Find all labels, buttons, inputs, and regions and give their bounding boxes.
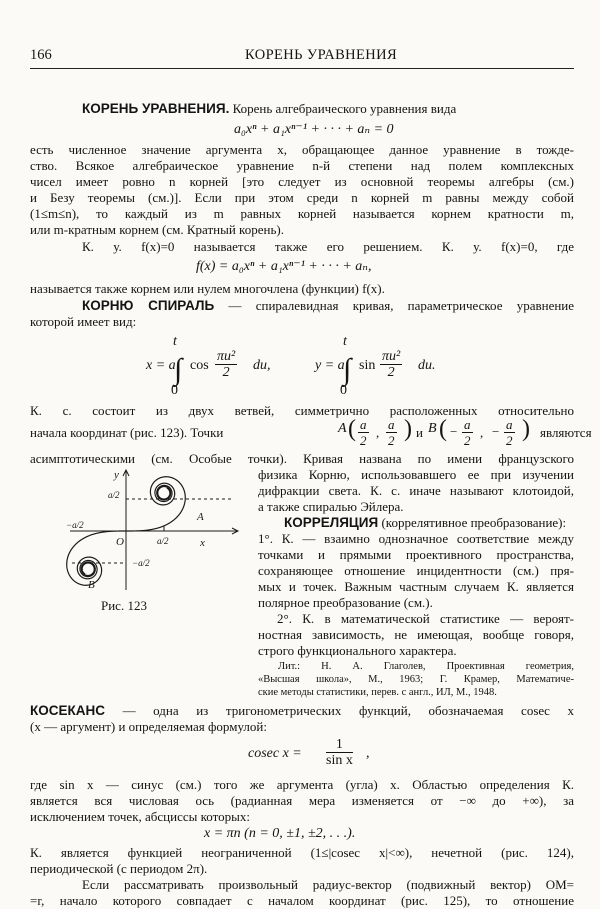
koren-entry-heading [82,101,574,117]
kosek-entry-heading [30,703,574,719]
y-upper-limit: t [343,334,347,349]
kosek-headword: КОСЕКАНС [30,703,105,718]
point-a-label: A [338,421,347,436]
x-func: cos [190,358,209,373]
kosek-formula-2: x = πn (n = 0, ±1, ±2, . . .). [204,826,356,841]
a-frac-2 [386,417,397,448]
b-frac-1-den: 2 [464,433,471,448]
b-frac-1 [462,417,473,448]
spiral-upper-branch [126,477,185,531]
korr-line-7: ностная зависимость, не имеющая, вообще говоря, [258,627,574,642]
koren-line-3: чисел имеет ровно n корней [это следует из основной теоремы алгебры (см.) [30,174,574,189]
spiral-intro-2: которой имеет вид: [30,314,137,329]
a-frac-2-den: 2 [388,433,395,448]
spiral-entry-heading [82,298,574,314]
x-fraction [213,349,239,380]
korr-lit-2: «Высшая школа», М., 1963; Г. Крамер, Математиче- [258,674,574,685]
points-line-start: начала координат (рис. 123). Точки [30,425,224,440]
y-lower-limit: 0 [340,383,347,398]
koren-line-6: или m-кратным корнем (см. Кратный корень). [30,222,284,237]
paren-close-a: ) [404,416,412,442]
spiral-wrap-2: физика Корню, использовавшего ее при изучении [258,467,574,482]
header-rule [30,68,574,69]
cornu-spiral-figure [60,468,240,593]
koren-formula-1: a₀xⁿ + a₁xⁿ⁻¹ + · · · + aₙ = 0 [234,122,394,137]
korr-line-2: точками и прямыми проективного пространства, [258,547,574,562]
point-b-label: B [428,421,437,436]
kosek-line-1: где sin x — синус (см.) того же аргумента (угла) x. Областью определения К. [30,777,574,792]
koren-line-2: ство. Всякое алгебраическое уравнение n-й степени над полем комплексных [30,158,574,173]
a-frac-1 [358,417,369,448]
label-neg-a2-left: −a/2 [66,520,84,530]
a-frac-1-den: 2 [360,433,367,448]
b-frac-2-den: 2 [506,433,513,448]
y-frac-den: 2 [387,365,395,380]
paren-open-b: ( [439,416,447,442]
spiral-wrap-4: а также спиралью Эйлера. [258,499,404,514]
y-integral-sign: ∫ [343,353,352,386]
label-neg-a2-bottom: −a/2 [132,558,150,568]
y-func: sin [359,358,376,373]
x-frac-den: 2 [222,365,230,380]
koren-line-1: есть численное значение аргумента x, обращающее данное уравнение в тожде- [30,142,574,157]
x-upper-limit: t [173,334,177,349]
spiral-wrap-3: дифракции света. К. с. иначе называют клотоидой, [258,483,574,498]
label-origin: O [116,536,124,548]
spiral-wrap-1: асимптотическими (см. Особые точки). Кривая названа по имени французского [30,451,574,466]
korr-line-8: строго функционального характера. [258,643,457,658]
spiral-headword: КОРНЮ СПИРАЛЬ [82,298,215,313]
kosek-intro-1: — одна из тригонометрических функций, обозначаемая cosec x [122,703,575,718]
korr-line-1: 1°. К. — взаимно однозначное соответствие между [258,531,574,546]
korr-line-3: сохраняющее отношение инцидентности (см.) пря- [258,563,574,578]
koren-para2: К. у. f(x)=0 называется также его решением. К. у. f(x)=0, где [82,239,574,254]
comma-b: , [480,425,484,440]
cosec-num: 1 [326,737,353,753]
y-du: du. [418,358,436,373]
kosek-line-6: Если рассматривать произвольный радиус-вектор (подвижный вектор) OM= [82,877,574,892]
spiral-intro-1: — спиралевидная кривая, параметрическое уравнение [228,298,575,313]
spiral-points-line [30,416,592,448]
kosek-line-2: является вся числовая ось (радианная мера изменяется от −∞ до +∞), за [30,793,574,808]
kosek-line-5: периодической (с периодом 2π). [30,861,208,876]
minus-b-1: − [450,424,458,439]
korr-line-4: мых и точек. Важным частным случаем К. является [258,579,574,594]
koren-formula-2: f(x) = a₀xⁿ + a₁xⁿ⁻¹ + · · · + aₙ, [196,259,372,274]
x-lhs: x = a [146,358,176,373]
points-line-end: являются [540,425,592,440]
kosek-line-7: =r, начало которого совпадает с началом координат (рис. 125), то отношение [30,893,574,908]
y-fraction [378,349,404,380]
x-du: du, [253,358,271,373]
paren-close-b: ) [522,416,530,442]
cosec-end: , [366,746,370,761]
korr-line-6: 2°. К. в математической статистике — вероят- [277,611,574,626]
figure-caption: Рис. 123 [101,598,147,613]
b-frac-1-num: a [464,417,471,432]
a-frac-2-num: a [388,417,395,432]
label-point-a: A [197,511,204,523]
korr-subtitle: (коррелятивное преобразование): [381,515,567,530]
x-integral-sign: ∫ [174,353,183,386]
cosec-fraction [326,737,353,768]
cosec-lhs: cosec x = [248,746,302,761]
koren-line-4: и Безу теоремы (см.)]. Если при этом среди n корней m равны между собой [30,190,574,205]
cosec-den: sin x [326,753,353,768]
korr-line-5: полярное преобразование (см.). [258,595,433,610]
y-frac-num: πu² [382,349,401,364]
label-a2-right: a/2 [157,536,169,546]
kosek-line-3: исключением точек, абсциссы которых: [30,809,250,824]
a-frac-1-num: a [360,417,367,432]
kosek-intro-2: (x — аргумент) и определяемая формулой: [30,719,267,734]
spiral-para1-line1: К. с. состоит из двух ветвей, симметрично расположенных относительно [30,403,574,418]
korr-entry-heading [284,515,574,531]
koren-headword: КОРЕНЬ УРАВНЕНИЯ. [82,101,230,116]
y-lhs: y = a [315,358,345,373]
label-y: y [114,469,119,481]
koren-line-5: (1≤m≤n), то каждый из m равных корней называется корнем кратности m, [30,206,574,221]
b-frac-2 [504,417,515,448]
korr-lit-3: ские методы статистики, перев. с англ., ИЛ, М., 1948. [258,687,497,698]
koren-para3: называется также корнем или нулем многочлена (функции) f(x). [30,281,385,296]
x-lower-limit: 0 [171,383,178,398]
label-point-b: B [88,579,95,591]
label-x: x [200,537,205,549]
and-word: и [416,425,423,440]
label-a2-top: a/2 [108,490,120,500]
running-title: КОРЕНЬ УРАВНЕНИЯ [245,47,398,63]
page-number: 166 [30,47,52,63]
korr-lit-1: Лит.: Н. А. Глаголев, Проективная геометрия, [278,661,574,672]
koren-intro: Корень алгебраического уравнения вида [232,101,457,116]
minus-b-2: − [492,424,500,439]
b-frac-2-num: a [506,417,513,432]
kosek-line-4: К. является функцией неограниченной (1≤|cosec x|<∞), нечетной (рис. 124), [30,845,574,860]
comma-a: , [376,425,380,440]
x-frac-num: πu² [217,349,236,364]
paren-open-a: ( [348,416,356,442]
korr-headword: КОРРЕЛЯЦИЯ [284,515,379,530]
